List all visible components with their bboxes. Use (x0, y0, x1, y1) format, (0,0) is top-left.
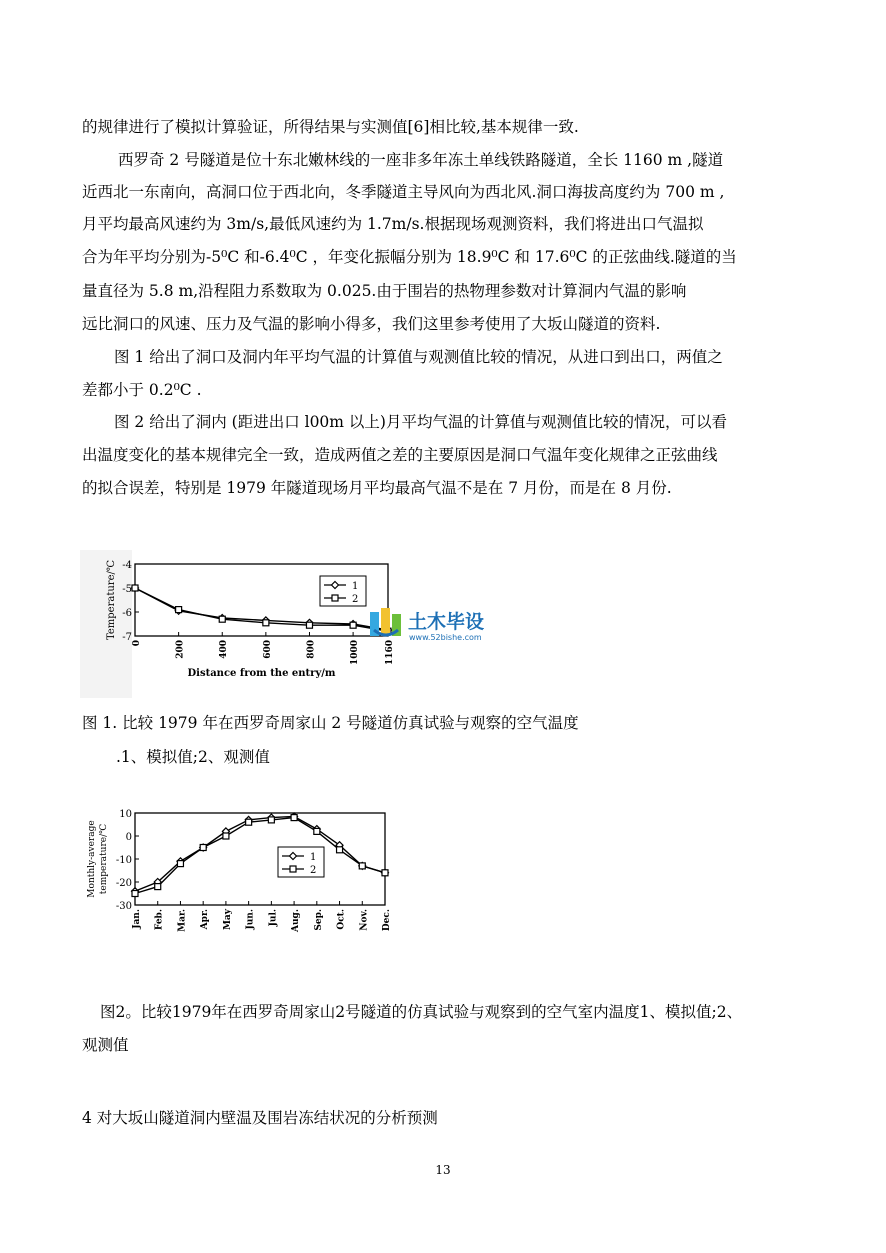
series-1-line (135, 816, 385, 891)
x-tick-label: Aug. (291, 909, 302, 932)
legend-marker (290, 866, 296, 872)
series-2-point (132, 585, 138, 591)
x-tick-label: 400 (219, 640, 230, 659)
series-2-point (337, 847, 343, 853)
series-2-point (263, 620, 269, 626)
page-number: 13 (435, 1163, 451, 1177)
y-tick-label: -4 (122, 560, 132, 571)
x-tick-label: Sep. (313, 909, 324, 931)
paragraph-line: 量直径为 5.8 m,沿程阻力系数取为 0.025.由于围岩的热物理参数对计算洞内气温的影响 (82, 282, 687, 300)
x-tick-label: 1160 (385, 640, 395, 666)
series-2-point (219, 616, 225, 622)
watermark-logo-icon (370, 608, 401, 636)
y-axis-label: temperature/℃ (99, 823, 109, 895)
y-tick-label: -30 (115, 901, 132, 912)
figure-2-plot-frame (135, 813, 385, 905)
x-tick-label: 0 (132, 640, 142, 647)
paragraph-line: 月平均最高风速约为 3m/s,最低风速约为 1.7m/s.根据现场观测资料，我们将进出口气温拟 (82, 215, 704, 233)
paragraph-line: 图 2 给出了洞内 (距进出口 l00m 以上)月平均气温的计算值与观测值比较的情况，可以看 (114, 413, 727, 431)
paragraph-line: 远比洞口的风速、压力及气温的影响小得多，我们这里参考使用了大坂山隧道的资料. (82, 315, 661, 333)
series-2-point (268, 817, 274, 823)
figure-2-caption-cont: 观测值 (82, 1036, 129, 1054)
series-2-point (306, 622, 312, 628)
figure-1-caption: 图 1. 比较 1979 年在西罗奇周家山 2 号隧道仿真试验与观察的空气温度 (82, 714, 579, 732)
figure-2-chart (80, 805, 400, 945)
figure-1-caption-legend: .1、模拟值;2、观测值 (116, 748, 270, 766)
y-axis-label: Temperature/℃ (106, 559, 117, 641)
y-tick-label: 0 (125, 832, 132, 843)
watermark-name: 土木毕设 (408, 611, 485, 633)
x-tick-label: Nov. (359, 909, 370, 931)
x-tick-label: Feb. (154, 909, 165, 931)
series-2-point (155, 884, 161, 890)
x-tick-label: 200 (175, 640, 186, 659)
x-tick-label: Dec. (382, 909, 392, 932)
x-tick-label: Oct. (336, 909, 347, 930)
paragraph-line: 的规律进行了模拟计算验证，所得结果与实测值[6]相比较,基本规律一致. (82, 118, 579, 136)
x-tick-label: Jul. (268, 909, 279, 927)
series-2-point (223, 833, 229, 839)
y-tick-label: 10 (119, 809, 132, 820)
x-tick-label: 1000 (350, 640, 361, 666)
y-tick-label: -6 (122, 608, 132, 619)
x-axis-label: Distance from the entry/m (187, 668, 336, 679)
legend-box (278, 847, 324, 877)
series-2-point (200, 845, 206, 851)
paragraph-line: 图 1 给出了洞口及洞内年平均气温的计算值与观测值比较的情况，从进口到出口，两值之 (114, 348, 723, 366)
watermark (368, 604, 528, 648)
paragraph-line: 近西北一东南向，高洞口位于西北向，冬季隧道主导风向为西北风.洞口海拔高度约为 700 m , (82, 183, 725, 201)
paragraph-line: 的拟合误差，特别是 1979 年隧道现场月平均最高气温不是在 7 月份，而是在 8 月份. (82, 479, 672, 497)
x-tick-label: 800 (306, 640, 317, 659)
y-tick-label: -10 (115, 855, 132, 866)
legend-label: 2 (352, 594, 359, 605)
watermark-url: www.52bishe.com (409, 633, 482, 642)
legend-label: 2 (310, 865, 317, 876)
series-2-point (132, 891, 138, 897)
x-tick-label: Mar. (177, 909, 188, 932)
x-tick-label: Jan. (132, 909, 142, 929)
legend-box (320, 576, 366, 606)
series-2-point (350, 622, 356, 628)
series-2-point (314, 828, 320, 834)
y-tick-label: -20 (115, 878, 132, 889)
series-2-point (176, 607, 182, 613)
series-2-line (135, 818, 385, 894)
paragraph-line: 出温度变化的基本规律完全一致，造成两值之差的主要原因是洞口气温年变化规律之正弦曲线 (82, 446, 718, 464)
paragraph-line: 差都小于 0.2⁰C . (82, 381, 202, 399)
series-2-point (382, 870, 388, 876)
series-2-point (246, 819, 252, 825)
figure-1 (80, 550, 400, 698)
x-tick-label: Jun. (245, 909, 256, 930)
y-tick-label: -5 (122, 584, 132, 595)
paragraph-line: 西罗奇 2 号隧道是位十东北嫩林线的一座非多年冻土单线铁路隧道，全长 1160 m ,隧道 (118, 151, 724, 169)
y-tick-label: -7 (122, 632, 132, 643)
y-axis-label: Monthly-average (87, 820, 97, 898)
figure-2 (80, 805, 400, 945)
legend-label: 1 (310, 852, 317, 863)
section-heading: 4 对大坂山隧道洞内壁温及围岩冻结状况的分析预测 (82, 1109, 438, 1127)
figure-2-caption: 图2。比较1979年在西罗奇周家山2号隧道的仿真试验与观察到的空气室内温度1、模拟值;2、 (100, 1003, 743, 1021)
series-2-point (177, 861, 183, 867)
series-2-point (359, 863, 365, 869)
x-tick-label: Apr. (200, 909, 211, 930)
x-tick-label: May (222, 909, 233, 931)
x-tick-label: 600 (262, 640, 273, 659)
figure-1-chart (80, 550, 400, 698)
paragraph-line: 合为年平均分别为-5⁰C 和-6.4⁰C ，年变化振幅分别为 18.9⁰C 和 17.6⁰C 的正弦曲线.隧道的当 (82, 248, 737, 266)
legend-marker (332, 595, 338, 601)
series-2-point (291, 815, 297, 821)
legend-label: 1 (352, 581, 359, 592)
